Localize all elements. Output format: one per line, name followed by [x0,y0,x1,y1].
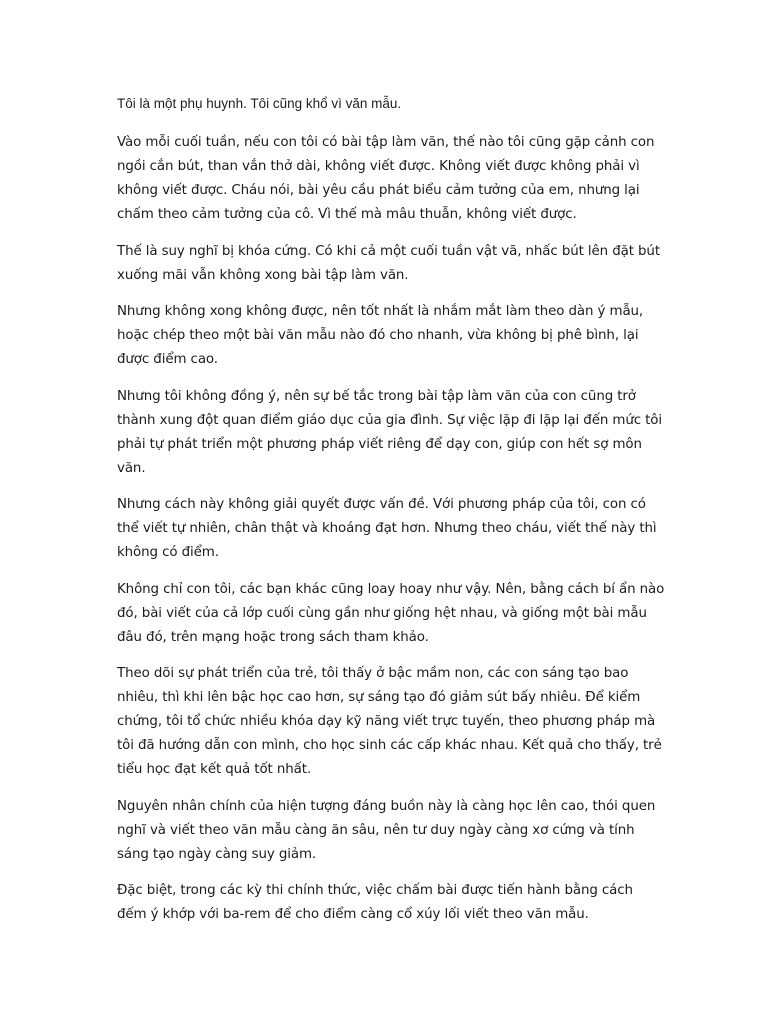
paragraph-5: Nhưng cách này không giải quyết được vấn đề. Với phương pháp của tôi, con có thể viết tự nhiên, chân thật và khoáng đạt hơn. Nhưng theo cháu, viết thế này thì không có điểm. [117,497,657,560]
paragraph-8: Nguyên nhân chính của hiện tượng đáng buồn này là càng học lên cao, thói quen nghĩ và viết theo văn mẫu càng ăn sâu, nên tư duy ngày càng xơ cứng và tính sáng tạo ngày càng suy giảm. [117,798,656,862]
document-body [117,131,665,940]
paragraph-7: Theo dõi sự phát triển của trẻ, tôi thấy ở bậc mầm non, các con sáng tạo bao nhiêu, thì khi lên bậc học cao hơn, sự sáng tạo đó giảm sút bấy nhiêu. Để kiểm chứng, tôi tổ chức nhiều khóa dạy kỹ năng viết trực tuyến, theo phương pháp mà tôi đã hướng dẫn con mình, cho học sinh các cấp khác nhau. Kết quả cho thấy, trẻ tiểu học đạt kết quả tốt nhất. [117,666,662,777]
document-title: Tôi là một phụ huynh. Tôi cũng khổ vì văn mẫu. [117,96,402,111]
paragraph-9: Đặc biệt, trong các kỳ thi chính thức, việc chấm bài được tiến hành bằng cách đếm ý khớp với ba-rem để cho điểm càng cổ xúy lối viết theo văn mẫu. [117,883,633,922]
paragraph-2: Thế là suy nghĩ bị khóa cứng. Có khi cả một cuối tuần vật vã, nhấc bút lên đặt bút xuống mãi vẫn không xong bài tập làm văn. [117,243,660,283]
paragraph-3: Nhưng không xong không được, nên tốt nhất là nhắm mắt làm theo dàn ý mẫu, hoặc chép theo một bài văn mẫu nào đó cho nhanh, vừa không bị phê bình, lại được điểm cao. [117,304,644,367]
paragraph-1: Vào mỗi cuối tuần, nếu con tôi có bài tập làm văn, thế nào tôi cũng gặp cảnh con ngồi cắn bút, than vắn thở dài, không viết được. Không viết được không phải vì không viết được. Cháu nói, bài yêu cầu phát biểu cảm tưởng của em, nhưng lại chấm theo cảm tưởng của cô. Vì thế mà mâu thuẫn, không viết được. [117,135,655,222]
paragraph-6: Không chỉ con tôi, các bạn khác cũng loay hoay như vậy. Nên, bằng cách bí ẩn nào đó, bài viết của cả lớp cuối cùng gần như giống hệt nhau, và giống một bài mẫu đâu đó, trên mạng hoặc trong sách tham khảo. [117,581,665,645]
paragraph-4: Nhưng tôi không đồng ý, nên sự bế tắc trong bài tập làm văn của con cũng trở thành xung đột quan điểm giáo dục của gia đình. Sự việc lặp đi lặp lại đến mức tôi phải tự phát triển một phương pháp viết riêng để dạy con, giúp con hết sợ môn văn. [117,388,662,476]
